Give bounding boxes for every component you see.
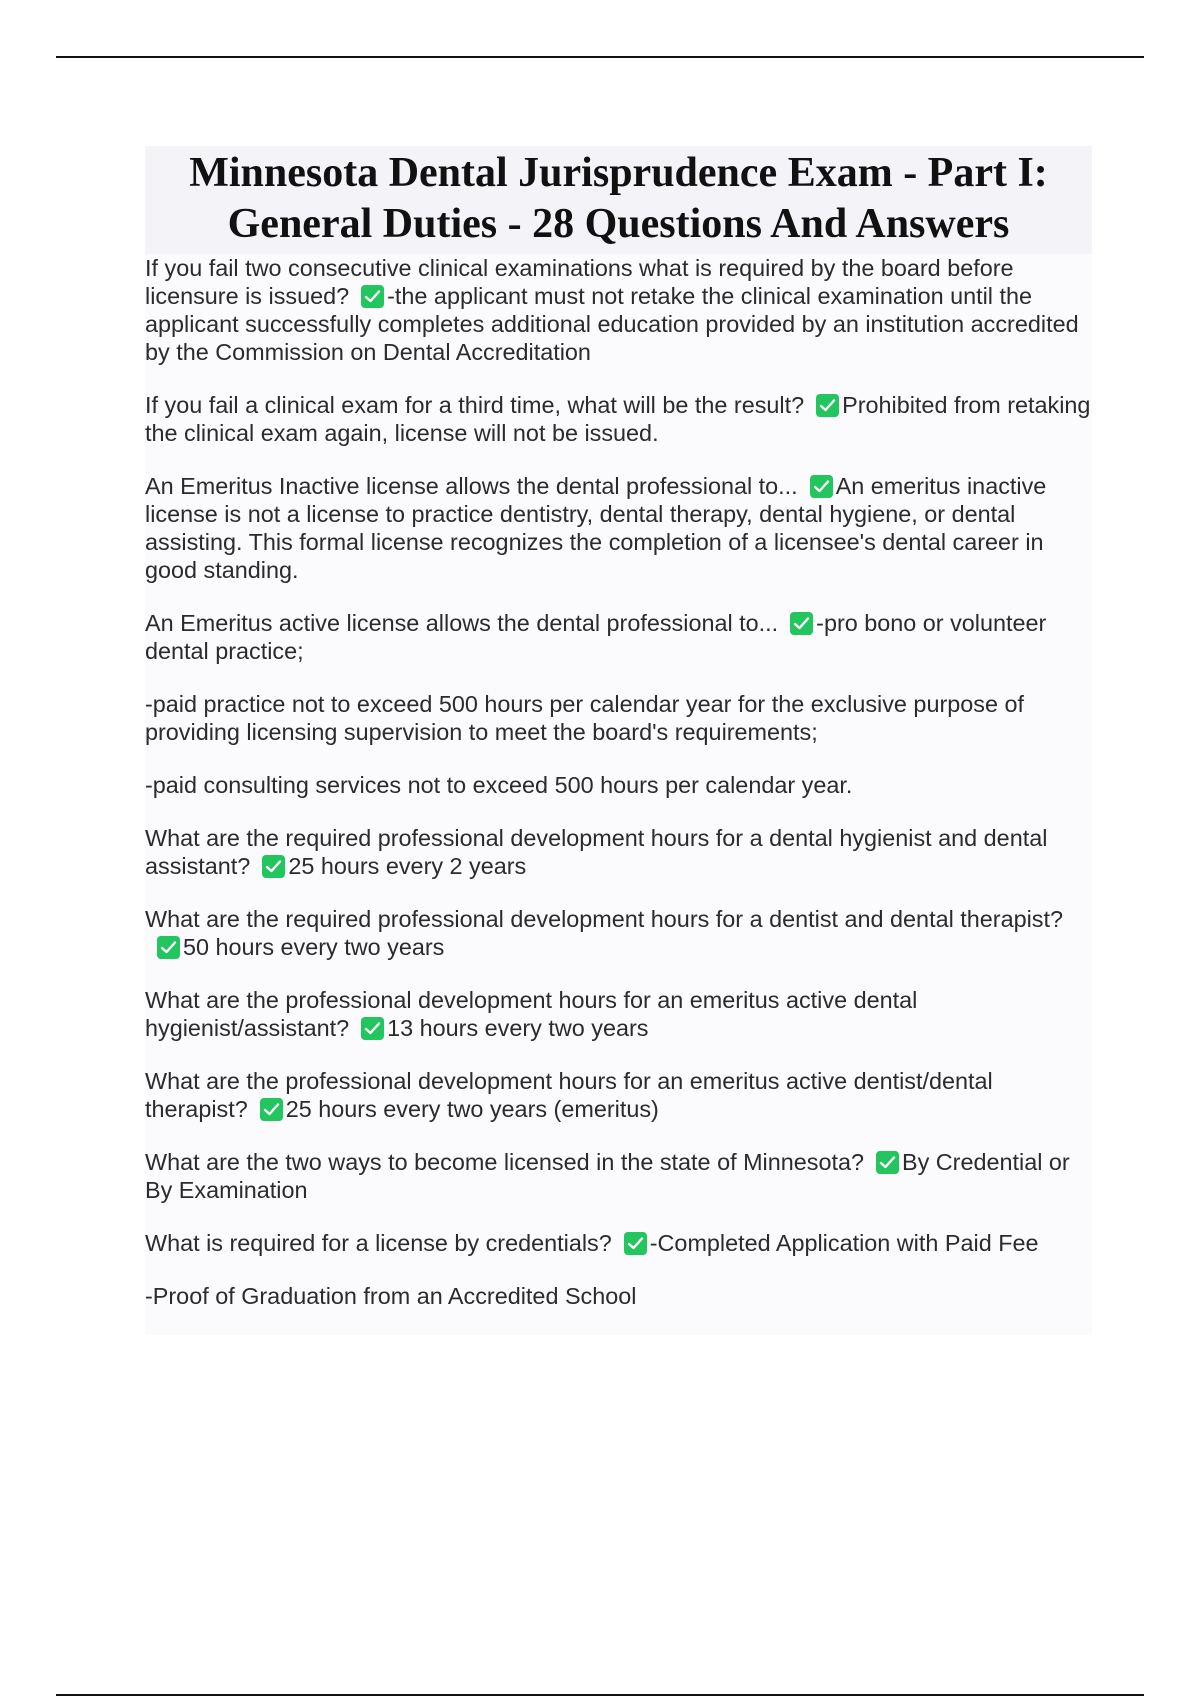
question-text: What are the required professional development hours for a dentist and dental therapist? [145, 906, 1063, 932]
qa-item [145, 254, 1092, 366]
qa-item [145, 1229, 1092, 1257]
qa-item [145, 905, 1092, 961]
qa-item [145, 986, 1092, 1042]
answer-continuation: -paid practice not to exceed 500 hours per calendar year for the exclusive purpose of providing licensing supervision to meet the board's requirements; [145, 691, 1024, 745]
question-text: What are the two ways to become licensed in the state of Minnesota? [145, 1149, 864, 1175]
check-icon [790, 612, 813, 635]
qa-item [145, 824, 1092, 880]
qa-item [145, 472, 1092, 584]
check-icon [260, 1098, 283, 1121]
answer-continuation: -Proof of Graduation from an Accredited School [145, 1283, 637, 1309]
check-icon [810, 475, 833, 498]
answer-text: By Credential or By Examination [145, 1149, 1070, 1203]
answer-text: An emeritus inactive license is not a license to practice dentistry, dental therapy, dental hygiene, or dental assisting. This formal license recognizes the completion of a licensee's dental career in good standing. [145, 473, 1047, 583]
check-icon [361, 285, 384, 308]
answer-text: -the applicant must not retake the clinical examination until the applicant successfully completes additional education provided by an institution accredited by the Commission on Dental Accreditation [145, 283, 1079, 365]
answer-text: 13 hours every two years [387, 1015, 649, 1041]
qa-item [145, 1148, 1092, 1204]
answer-continuation: -paid consulting services not to exceed 500 hours per calendar year. [145, 772, 853, 798]
qa-item [145, 609, 1092, 665]
question-text: If you fail a clinical exam for a third time, what will be the result? [145, 392, 805, 418]
answer-text: 25 hours every 2 years [288, 853, 527, 879]
check-icon [361, 1017, 384, 1040]
answer-text: Prohibited from retaking the clinical exam again, license will not be issued. [145, 392, 1091, 446]
check-icon [876, 1151, 899, 1174]
question-text: What are the professional development hours for an emeritus active dentist/dental therapist? [145, 1068, 993, 1122]
question-text: An Emeritus active license allows the dental professional to... [145, 610, 779, 636]
check-icon [816, 394, 839, 417]
question-text: An Emeritus Inactive license allows the dental professional to... [145, 473, 798, 499]
question-text: What is required for a license by credentials? [145, 1230, 612, 1256]
top-rule [56, 56, 1144, 58]
question-text: If you fail two consecutive clinical examinations what is required by the board before licensure is issued? [145, 255, 1014, 309]
question-text: What are the required professional development hours for a dental hygienist and dental assistant? [145, 825, 1048, 879]
bottom-rule [56, 1694, 1144, 1696]
check-icon [157, 936, 180, 959]
check-icon [624, 1232, 647, 1255]
document-body [145, 146, 1092, 1335]
page-title: Minnesota Dental Jurisprudence Exam - Part I: General Duties - 28 Questions And Answers [145, 146, 1092, 254]
check-icon [262, 855, 285, 878]
answer-text: 25 hours every two years (emeritus) [285, 1096, 659, 1122]
answer-text: 50 hours every two years [183, 934, 445, 960]
answer-text: -Completed Application with Paid Fee [649, 1230, 1039, 1256]
question-text: What are the professional development hours for an emeritus active dental hygienist/assistant? [145, 987, 918, 1041]
qa-item [145, 391, 1092, 447]
answer-text: -pro bono or volunteer dental practice; [145, 610, 1047, 664]
qa-item [145, 1067, 1092, 1123]
